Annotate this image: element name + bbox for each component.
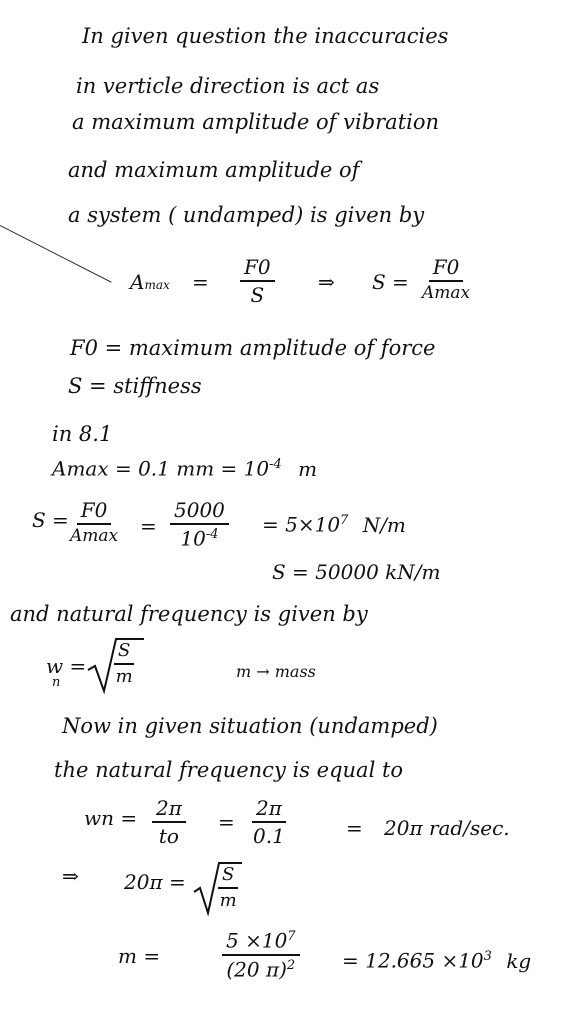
wn-calc-equals-2: = bbox=[346, 816, 363, 840]
eq1-lhs: Amax bbox=[130, 270, 170, 294]
wn-lhs: w = bbox=[46, 654, 87, 678]
eq1-implies: ⇒ bbox=[318, 270, 335, 294]
definition-f0: F0 = maximum amplitude of force bbox=[70, 336, 436, 360]
eq1-s-equals: S = bbox=[372, 270, 409, 294]
situation-line-1: Now in given situation (undamped) bbox=[62, 714, 438, 738]
stiffness-equals-2: = $5\times 10^7$ N/m bbox=[262, 512, 406, 537]
wn-calc-lhs: wn = bbox=[84, 806, 138, 830]
natural-frequency-intro: and natural frequency is given by bbox=[10, 602, 368, 626]
implies-arrow: ⇒ bbox=[62, 864, 79, 888]
mass-note: m → mass bbox=[236, 662, 316, 681]
implies-lhs: 20π = bbox=[124, 870, 186, 894]
eq1-equals: = bbox=[192, 270, 209, 294]
amax-line: Amax = 0.1 mm = $10^{-4}$ m bbox=[52, 456, 318, 481]
intro-line-3: a maximum amplitude of vibration bbox=[72, 110, 440, 134]
mass-lhs: m = bbox=[118, 944, 161, 968]
intro-line-1: In given question the inaccuracies bbox=[82, 24, 449, 48]
definition-s: S = stiffness bbox=[68, 374, 202, 398]
wn-sub: n bbox=[52, 675, 61, 690]
wn-calc-fraction-2: $\frac{2\pi}{0.1}$ bbox=[253, 796, 285, 848]
stiffness-result: S = 50000 kN/m bbox=[272, 560, 441, 584]
intro-line-4: and maximum amplitude of bbox=[68, 158, 360, 182]
pen-stroke bbox=[0, 225, 112, 283]
wn-calc-fraction-1: $\frac{2\pi}{to}$ bbox=[152, 798, 186, 847]
intro-line-2: in verticle direction is act as bbox=[76, 74, 380, 98]
wn-fraction: $\frac{S}{m}$ bbox=[115, 640, 133, 687]
given-label: in 8.1 bbox=[52, 422, 113, 446]
mass-result: = $12.665 \times 10^3$ kg bbox=[342, 948, 532, 973]
stiffness-equals-1: = bbox=[140, 514, 157, 538]
intro-line-5: a system ( undamped) is given by bbox=[68, 203, 425, 227]
implies-fraction: $\frac{S}{m}$ bbox=[219, 864, 237, 911]
stiffness-lhs: S = bbox=[32, 508, 69, 532]
wn-calc-equals-1: = bbox=[218, 810, 235, 834]
stiffness-fraction-2: $\frac{5000}{10^{-4}}$ bbox=[170, 500, 229, 550]
eq1-fraction: $\frac{F0}{S}$ bbox=[240, 257, 275, 306]
mass-fraction: $\frac{5 \times 10^7}{(20 \pi)^2}$ bbox=[222, 930, 300, 980]
eq1-fraction-2: F0 Amax bbox=[422, 255, 471, 303]
situation-line-2: the natural frequency is equal to bbox=[54, 758, 404, 782]
stiffness-fraction-1: F0 Amax bbox=[70, 498, 119, 546]
wn-calc-result: 20π rad/sec. bbox=[384, 816, 510, 840]
